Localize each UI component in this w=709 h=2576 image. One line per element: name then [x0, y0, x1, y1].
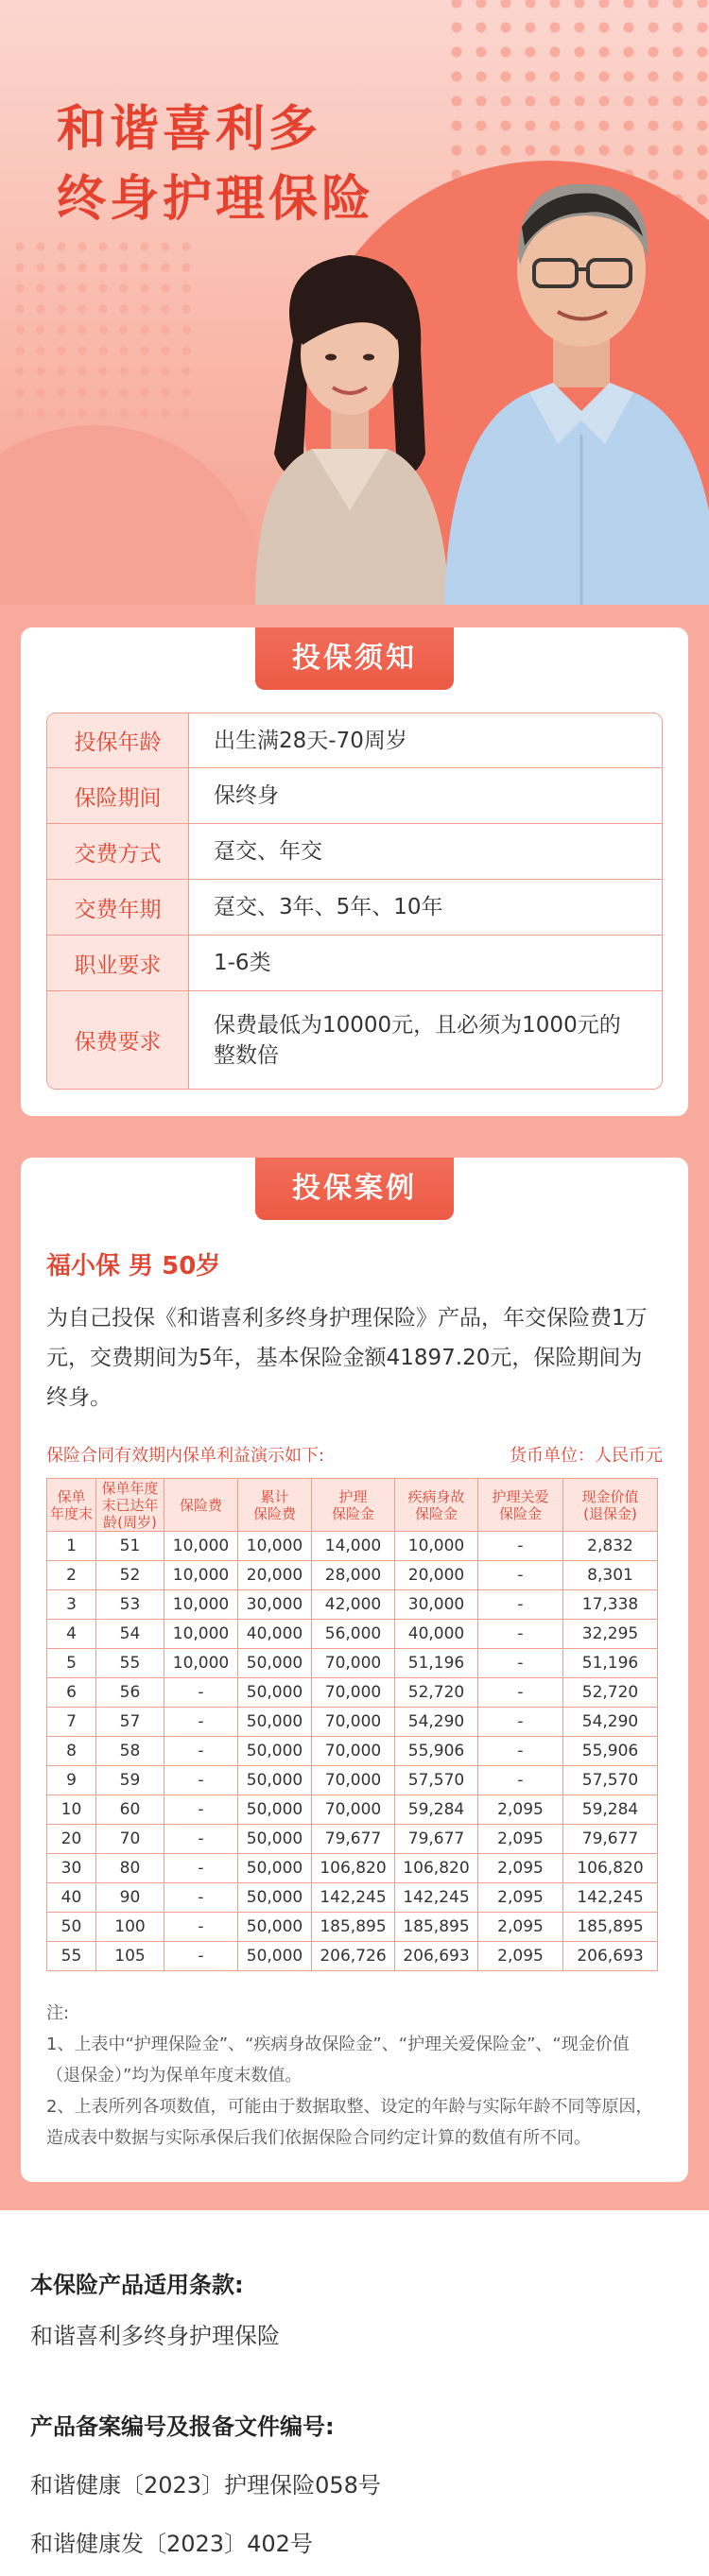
notice-label: 职业要求: [47, 936, 189, 990]
table-header-cell: 保单年度 末已达年 龄(周岁): [96, 1479, 164, 1532]
table-cell: 2,095: [478, 1854, 563, 1883]
table-cell: 50,000: [238, 1678, 312, 1708]
notice-label: 保险期间: [47, 768, 189, 823]
table-cell: 70,000: [312, 1708, 395, 1737]
table-cell: 57,570: [563, 1766, 658, 1795]
table-header-cell: 现金价值 (退保金): [563, 1479, 658, 1532]
table-cell: 79,677: [312, 1825, 395, 1854]
table-cell: 30,000: [238, 1590, 312, 1620]
notice-value: 1-6类: [214, 951, 271, 975]
table-cell: 206,693: [395, 1942, 478, 1971]
table-cell: 70,000: [312, 1766, 395, 1795]
table-cell: 142,245: [395, 1883, 478, 1913]
table-cell: 50,000: [238, 1766, 312, 1795]
table-cell: -: [478, 1737, 563, 1766]
decorative-circle: [0, 425, 265, 605]
table-row: [47, 1854, 658, 1883]
table-cell: 106,820: [563, 1854, 658, 1883]
table-body: [47, 1532, 658, 1971]
notice-label: 交费方式: [47, 824, 189, 879]
case-description: 为自己投保《和谐喜利多终身护理保险》产品，年交保险费1万元，交费期间为5年，基本保险金额41897.20元，保险期间为终身。: [46, 1306, 648, 1410]
table-cell: 10,000: [164, 1590, 238, 1620]
table-cell: 32,295: [563, 1620, 658, 1649]
table-cell: 50,000: [238, 1649, 312, 1678]
table-row: [47, 1795, 658, 1825]
table-cell: -: [478, 1590, 563, 1620]
table-cell: 50,000: [238, 1854, 312, 1883]
notice-row: [47, 879, 662, 935]
table-cell: 52,720: [563, 1678, 658, 1708]
note-item: 1、上表中“护理保险金”、“疾病身故保险金”、“护理关爱保险金”、“现金价值（退保金）”均为保单年度末数值。: [46, 2035, 630, 2086]
table-cell: 90: [96, 1883, 164, 1913]
table-cell: -: [164, 1708, 238, 1737]
table-cell: 55: [96, 1649, 164, 1678]
filing-number: 和谐健康发〔2023〕402号: [30, 2531, 313, 2557]
table-cell: 40,000: [238, 1620, 312, 1649]
table-cell: 6: [47, 1678, 96, 1708]
table-cell: -: [164, 1766, 238, 1795]
table-cell: 70,000: [312, 1649, 395, 1678]
table-cell: 54,290: [563, 1708, 658, 1737]
table-cell: 20,000: [395, 1561, 478, 1590]
table-cell: 51,196: [395, 1649, 478, 1678]
table-cell: 142,245: [312, 1883, 395, 1913]
table-cell: 50: [47, 1913, 96, 1942]
notice-title: 投保须知: [255, 627, 454, 690]
table-cell: 3: [47, 1590, 96, 1620]
notice-row: [47, 935, 662, 990]
table-header-cell: 累计 保险费: [238, 1479, 312, 1532]
table-row: [47, 1678, 658, 1708]
table-cell: 20: [47, 1825, 96, 1854]
table-cell: 59: [96, 1766, 164, 1795]
table-cell: -: [164, 1825, 238, 1854]
table-cell: 2,095: [478, 1795, 563, 1825]
notice-row: [47, 823, 662, 879]
table-cell: 142,245: [563, 1883, 658, 1913]
table-row: [47, 1620, 658, 1649]
table-cell: 51: [96, 1532, 164, 1561]
notice-value: 保终身: [214, 783, 279, 808]
man-photo: [444, 161, 709, 605]
table-cell: 30: [47, 1854, 96, 1883]
table-cell: 55,906: [395, 1737, 478, 1766]
table-cell: 10: [47, 1795, 96, 1825]
table-cell: 58: [96, 1737, 164, 1766]
note-heading: 注:: [46, 2003, 70, 2023]
filing-heading: 产品备案编号及报备文件编号:: [30, 2413, 335, 2440]
table-cell: 100: [96, 1913, 164, 1942]
table-cell: 10,000: [238, 1532, 312, 1561]
table-cell: 50,000: [238, 1825, 312, 1854]
table-cell: -: [164, 1678, 238, 1708]
table-cell: 50,000: [238, 1883, 312, 1913]
table-cell: 50,000: [238, 1913, 312, 1942]
table-cell: -: [164, 1913, 238, 1942]
case-person: 福小保 男 50岁: [46, 1252, 221, 1280]
table-cell: 50,000: [238, 1795, 312, 1825]
case-title: 投保案例: [255, 1158, 454, 1220]
table-cell: 106,820: [312, 1854, 395, 1883]
table-cell: 1: [47, 1532, 96, 1561]
table-cell: -: [164, 1737, 238, 1766]
table-cell: 40,000: [395, 1620, 478, 1649]
table-header-cell: 护理关爱 保险金: [478, 1479, 563, 1532]
table-cell: 2,832: [563, 1532, 658, 1561]
table-cell: 52,720: [395, 1678, 478, 1708]
table-row: [47, 1561, 658, 1590]
table-cell: 57,570: [395, 1766, 478, 1795]
table-meta: [46, 1442, 663, 1467]
table-cell: -: [478, 1532, 563, 1561]
table-cell: 52: [96, 1561, 164, 1590]
table-cell: 53: [96, 1590, 164, 1620]
notice-value: 趸交、年交: [214, 839, 322, 864]
table-cell: 5: [47, 1649, 96, 1678]
table-header-row: [47, 1479, 658, 1532]
notice-label: 保费要求: [47, 991, 189, 1089]
notice-card: [21, 627, 688, 1116]
benefit-table: [46, 1478, 658, 1971]
table-notes: [46, 1998, 663, 2154]
table-header-cell: 疾病身故 保险金: [395, 1479, 478, 1532]
table-cell: 50,000: [238, 1942, 312, 1971]
table-cell: -: [478, 1766, 563, 1795]
table-row: [47, 1766, 658, 1795]
notice-row: [47, 990, 662, 1089]
table-cell: 20,000: [238, 1561, 312, 1590]
notice-label: 投保年龄: [47, 713, 189, 767]
table-cell: 105: [96, 1942, 164, 1971]
table-cell: 185,895: [312, 1913, 395, 1942]
footer: [0, 2210, 709, 2560]
table-cell: 40: [47, 1883, 96, 1913]
table-row: [47, 1737, 658, 1766]
table-cell: 4: [47, 1620, 96, 1649]
notice-value: 趸交、3年、5年、10年: [214, 895, 443, 919]
table-cell: 8: [47, 1737, 96, 1766]
table-cell: 30,000: [395, 1590, 478, 1620]
table-cell: 60: [96, 1795, 164, 1825]
table-cell: 10,000: [164, 1532, 238, 1561]
currency-unit: 货币单位：人民币元: [510, 1446, 663, 1466]
table-cell: 70,000: [312, 1678, 395, 1708]
table-cell: 80: [96, 1854, 164, 1883]
table-cell: 56,000: [312, 1620, 395, 1649]
notice-table: [46, 713, 663, 1090]
table-header-cell: 护理 保险金: [312, 1479, 395, 1532]
table-cell: 54: [96, 1620, 164, 1649]
table-cell: 206,693: [563, 1942, 658, 1971]
table-cell: 2: [47, 1561, 96, 1590]
table-cell: -: [478, 1708, 563, 1737]
table-cell: 106,820: [395, 1854, 478, 1883]
table-cell: 79,677: [395, 1825, 478, 1854]
table-row: [47, 1708, 658, 1737]
table-cell: -: [478, 1649, 563, 1678]
table-cell: 70: [96, 1825, 164, 1854]
table-caption: 保险合同有效期内保单利益演示如下:: [46, 1446, 325, 1466]
table-header-cell: 保险费: [164, 1479, 238, 1532]
table-cell: 55,906: [563, 1737, 658, 1766]
table-cell: 7: [47, 1708, 96, 1737]
table-cell: 59,284: [563, 1795, 658, 1825]
table-cell: 2,095: [478, 1883, 563, 1913]
table-cell: 8,301: [563, 1561, 658, 1590]
case-section: [0, 1116, 709, 2210]
table-cell: 2,095: [478, 1913, 563, 1942]
table-row: [47, 1942, 658, 1971]
table-cell: -: [164, 1883, 238, 1913]
table-row: [47, 1532, 658, 1561]
table-cell: 50,000: [238, 1737, 312, 1766]
notice-row: [47, 713, 662, 767]
table-cell: 10,000: [164, 1649, 238, 1678]
table-cell: 206,726: [312, 1942, 395, 1971]
note-item: 2、上表所列各项数值，可能由于数据取整、设定的年龄与实际年龄不同等原因，造成表中数据与实际承保后我们依据保险合同约定计算的数值有所不同。: [46, 2097, 653, 2148]
table-row: [47, 1913, 658, 1942]
filing-number: 和谐健康〔2023〕护理保险058号: [30, 2472, 381, 2499]
table-cell: -: [478, 1620, 563, 1649]
table-row: [47, 1825, 658, 1854]
notice-value: 保费最低为10000元，且必须为1000元的整数倍: [214, 1012, 621, 1068]
table-cell: 2,095: [478, 1942, 563, 1971]
table-cell: 55: [47, 1942, 96, 1971]
decorative-dots: [9, 236, 199, 425]
table-row: [47, 1649, 658, 1678]
table-cell: -: [164, 1854, 238, 1883]
table-cell: 17,338: [563, 1590, 658, 1620]
notice-section: [0, 605, 709, 1116]
table-cell: 185,895: [563, 1913, 658, 1942]
table-cell: 28,000: [312, 1561, 395, 1590]
hero-title-line2: 终身护理保险: [57, 172, 375, 227]
terms-heading: 本保险产品适用条款:: [30, 2272, 244, 2298]
notice-row: [47, 767, 662, 823]
table-cell: -: [164, 1942, 238, 1971]
hero-title: [57, 94, 374, 234]
table-cell: 50,000: [238, 1708, 312, 1737]
table-row: [47, 1883, 658, 1913]
table-cell: 56: [96, 1678, 164, 1708]
hero-banner: [0, 0, 709, 605]
table-cell: 70,000: [312, 1795, 395, 1825]
table-cell: 10,000: [164, 1620, 238, 1649]
table-cell: 14,000: [312, 1532, 395, 1561]
table-cell: 10,000: [164, 1561, 238, 1590]
hero-title-line1: 和谐喜利多: [57, 102, 322, 157]
table-cell: 59,284: [395, 1795, 478, 1825]
notice-label: 交费年期: [47, 880, 189, 935]
table-cell: -: [478, 1561, 563, 1590]
table-header-cell: 保单 年度末: [47, 1479, 96, 1532]
table-cell: 10,000: [395, 1532, 478, 1561]
table-cell: 9: [47, 1766, 96, 1795]
table-cell: 70,000: [312, 1737, 395, 1766]
woman-photo: [236, 236, 463, 605]
table-cell: -: [478, 1678, 563, 1708]
table-row: [47, 1590, 658, 1620]
table-cell: 42,000: [312, 1590, 395, 1620]
case-card: [21, 1158, 688, 2182]
table-cell: 79,677: [563, 1825, 658, 1854]
notice-value: 出生满28天-70周岁: [214, 728, 407, 753]
terms-value: 和谐喜利多终身护理保险: [30, 2323, 280, 2349]
table-cell: -: [164, 1795, 238, 1825]
table-cell: 2,095: [478, 1825, 563, 1854]
table-cell: 51,196: [563, 1649, 658, 1678]
table-cell: 185,895: [395, 1913, 478, 1942]
table-cell: 54,290: [395, 1708, 478, 1737]
table-cell: 57: [96, 1708, 164, 1737]
